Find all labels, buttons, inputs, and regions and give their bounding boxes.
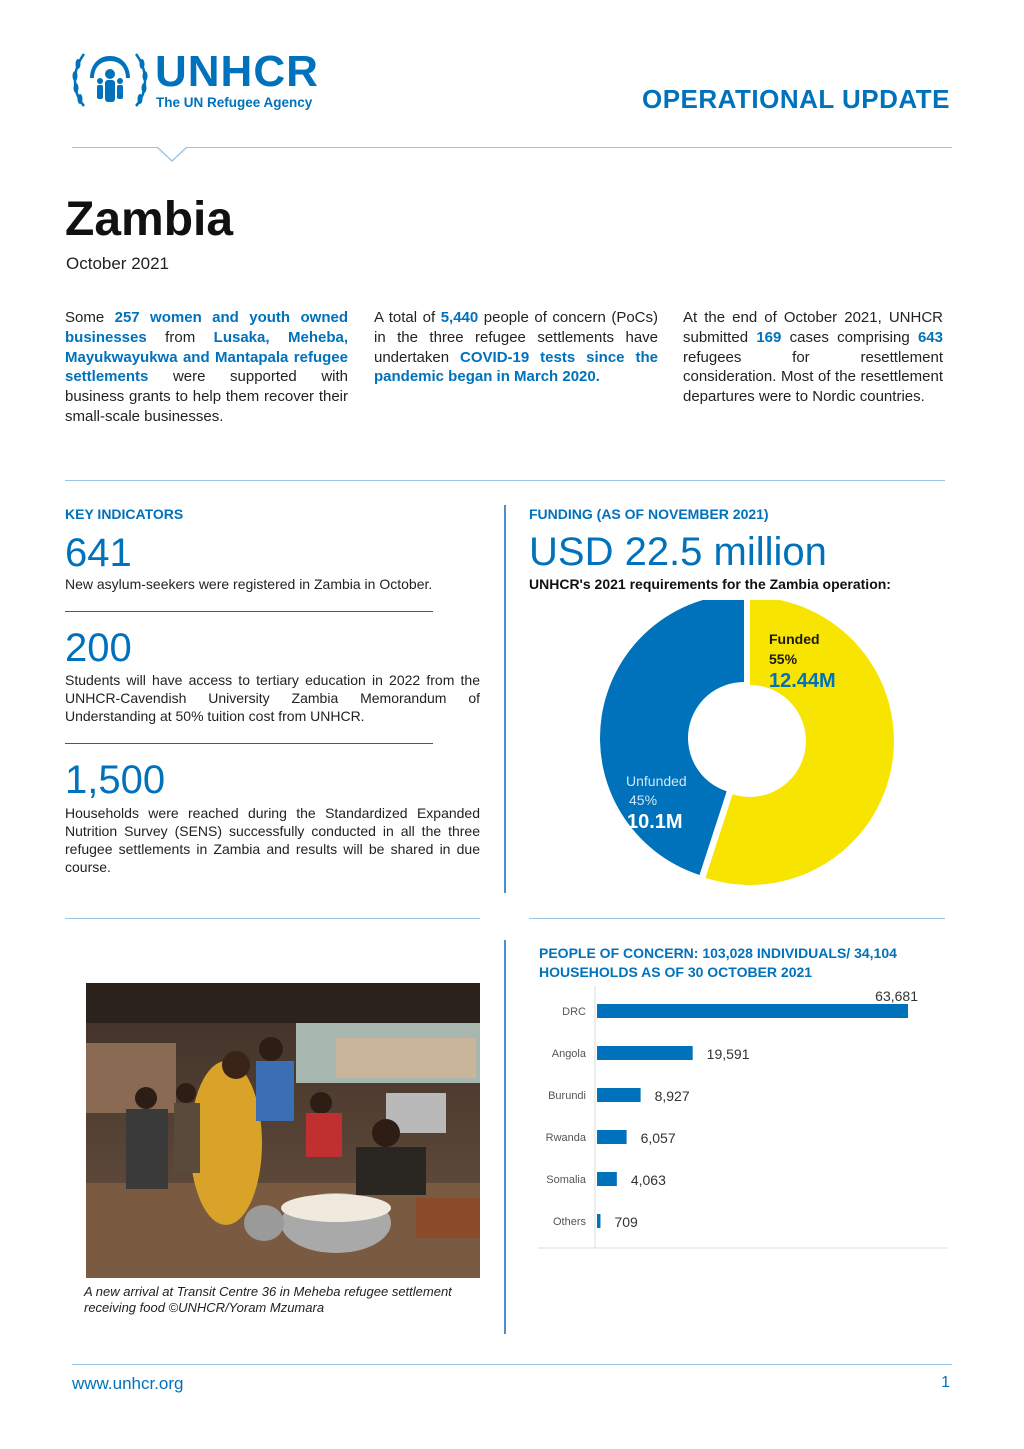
bar-category-label: Others (552, 1216, 586, 1228)
footer-divider (72, 1364, 952, 1365)
bar-value-label: 6,057 (640, 1130, 676, 1146)
bar-value-label: 4,063 (630, 1172, 666, 1188)
column-divider (504, 940, 506, 1334)
section-divider (529, 918, 945, 919)
indicator-value-households: 1,500 (65, 758, 166, 802)
document-type: OPERATIONAL UPDATE (641, 84, 950, 114)
unhcr-emblem-icon (70, 48, 150, 112)
unfunded-amount: 10.1M (627, 811, 683, 833)
bar-value-label: 8,927 (654, 1088, 690, 1104)
indicator-divider (65, 611, 433, 612)
page-number: 1 (941, 1374, 950, 1391)
key-indicators-label: KEY INDICATORS (65, 506, 184, 522)
indicator-value-students: 200 (65, 626, 132, 670)
indicator-text-students: Students will have access to tertiary education in 2022 from the UNHCR-Cavendish University Zambia Memorandum of Understanding at 50% tuition cost from UNHCR. (65, 672, 480, 724)
bar-angola (597, 1046, 693, 1060)
report-date: October 2021 (66, 254, 170, 273)
intro-column-3: At the end of October 2021, UNHCR submitted 169 cases comprising 643 refugees for resettlement consideration. Most of the resettlement departures were to Nordic countries. (683, 309, 943, 406)
funding-donut-chart (590, 600, 900, 900)
poc-chart-title: PEOPLE OF CONCERN: 103,028 INDIVIDUALS/ 34,104 HOUSEHOLDS AS OF 30 OCTOBER 2021 (539, 945, 897, 980)
indicator-divider (65, 743, 433, 744)
poc-bar-chart (538, 986, 948, 1250)
field-photo (86, 983, 480, 1278)
bar-somalia (597, 1172, 617, 1186)
intro-column-1: Some 257 women and youth owned businesses from Lusaka, Meheba, Mayukwayukwa and Mantapala refugee settlements were supported with business grants to help them recover their small-scale businesses. (65, 309, 348, 425)
bar-category-label: Rwanda (545, 1132, 586, 1144)
bar-value-label: 709 (614, 1214, 638, 1230)
bar-drc (597, 1004, 908, 1018)
unfunded-label: Unfunded (626, 773, 687, 789)
funded-amount: 12.44M (769, 670, 836, 692)
chevron-down-icon (156, 146, 188, 163)
bar-category-label: Somalia (546, 1174, 586, 1186)
funding-amount: USD 22.5 million (529, 530, 827, 574)
funded-label: Funded (769, 631, 820, 647)
funding-label: FUNDING (AS OF NOVEMBER 2021) (529, 506, 769, 522)
bar-burundi (597, 1088, 641, 1102)
footer-website-link[interactable]: www.unhcr.org (72, 1374, 184, 1393)
indicator-text-asylum: New asylum-seekers were registered in Zambia in October. (65, 576, 433, 592)
bar-others (597, 1214, 600, 1228)
bar-category-label: DRC (562, 1006, 586, 1018)
page-title: Zambia (65, 193, 234, 246)
bar-rwanda (597, 1130, 627, 1144)
bar-value-label: 63,681 (875, 988, 918, 1004)
header-divider (72, 147, 952, 148)
section-divider (65, 918, 480, 919)
bar-category-label: Burundi (548, 1090, 586, 1102)
photo-caption: A new arrival at Transit Centre 36 in Meheba refugee settlement receiving food ©UNHCR/Yoram Mzumara (84, 1284, 452, 1315)
indicator-value-asylum: 641 (65, 531, 132, 575)
logo-tagline: The UN Refugee Agency (156, 95, 313, 110)
bar-category-label: Angola (551, 1048, 586, 1060)
funding-subtitle: UNHCR's 2021 requirements for the Zambia operation: (529, 576, 891, 592)
funded-percent: 55% (769, 651, 798, 667)
bar-value-label: 19,591 (706, 1046, 750, 1062)
logo-name: UNHCR (155, 47, 319, 96)
indicator-text-households: Households were reached during the Standardized Expanded Nutrition Survey (SENS) successfully conducted in all the three refugee settlements in Zambia and results will be shared in due course. (65, 805, 480, 875)
unfunded-percent: 45% (629, 792, 658, 808)
column-divider (504, 505, 506, 893)
intro-column-2: A total of 5,440 people of concern (PoCs) in the three refugee settlements have undertaken COVID-19 tests since the pandemic began in March 2020. (374, 309, 659, 386)
intro-divider (65, 480, 945, 481)
